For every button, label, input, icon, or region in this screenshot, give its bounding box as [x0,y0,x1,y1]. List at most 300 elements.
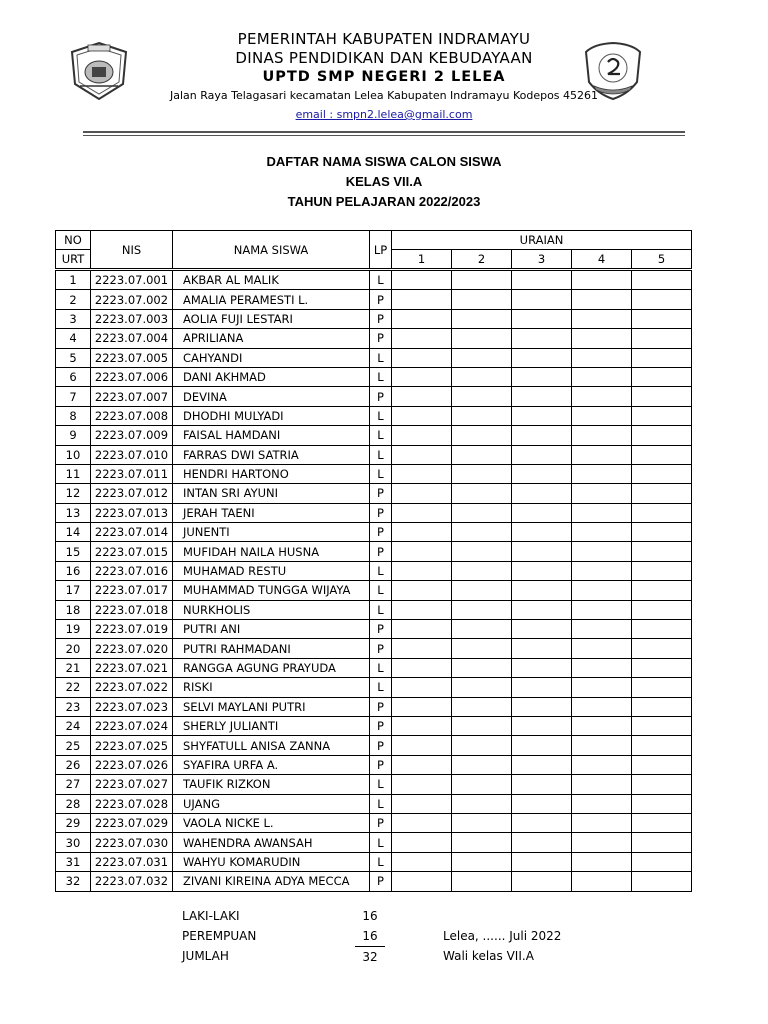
cell-uraian-5 [632,309,692,328]
cell-uraian-2 [452,872,512,891]
cell-no: 24 [56,716,91,735]
cell-uraian-2 [452,445,512,464]
cell-uraian-3 [512,600,572,619]
cell-uraian-4 [572,775,632,794]
cell-nama: HENDRI HARTONO [173,464,370,483]
cell-lp: P [370,620,392,639]
table-row [56,600,692,619]
cell-no: 5 [56,348,91,367]
cell-lp: L [370,426,392,445]
summary-total-label: JUMLAH [182,949,229,963]
cell-nama: SHYFATULL ANISA ZANNA [173,736,370,755]
table-row [56,503,692,522]
cell-uraian-5 [632,581,692,600]
cell-uraian-5 [632,561,692,580]
cell-uraian-4 [572,329,632,348]
cell-uraian-5 [632,697,692,716]
cell-nis: 2223.07.021 [91,658,173,677]
table-row [56,658,692,677]
cell-uraian-2 [452,697,512,716]
cell-uraian-3 [512,406,572,425]
header-urt: URT [56,250,91,270]
header-uraian-4: 4 [572,250,632,270]
cell-nis: 2223.07.014 [91,523,173,542]
cell-lp: L [370,775,392,794]
cell-no: 21 [56,658,91,677]
table-row [56,775,692,794]
cell-uraian-2 [452,503,512,522]
cell-uraian-3 [512,794,572,813]
cell-nama: PUTRI ANI [173,620,370,639]
cell-lp: L [370,794,392,813]
cell-lp: L [370,561,392,580]
cell-uraian-2 [452,794,512,813]
cell-nama: JUNENTI [173,523,370,542]
cell-uraian-4 [572,813,632,832]
cell-uraian-5 [632,329,692,348]
cell-uraian-3 [512,678,572,697]
cell-nama: TAUFIK RIZKON [173,775,370,794]
cell-uraian-2 [452,406,512,425]
cell-no: 1 [56,270,91,290]
cell-uraian-2 [452,600,512,619]
cell-uraian-1 [392,716,452,735]
cell-uraian-3 [512,813,572,832]
cell-uraian-1 [392,464,452,483]
cell-nis: 2223.07.028 [91,794,173,813]
cell-nama: SELVI MAYLANI PUTRI [173,697,370,716]
cell-uraian-5 [632,290,692,309]
table-row [56,678,692,697]
cell-no: 22 [56,678,91,697]
cell-nis: 2223.07.004 [91,329,173,348]
header-uraian-1: 1 [392,250,452,270]
summary-female-label: PEREMPUAN [182,929,257,943]
cell-uraian-4 [572,639,632,658]
table-header-row [56,231,692,250]
cell-nama: UJANG [173,794,370,813]
cell-no: 28 [56,794,91,813]
cell-nis: 2223.07.024 [91,716,173,735]
table-row [56,755,692,774]
cell-no: 9 [56,426,91,445]
cell-nis: 2223.07.013 [91,503,173,522]
cell-lp: P [370,697,392,716]
cell-uraian-1 [392,329,452,348]
cell-uraian-3 [512,426,572,445]
cell-uraian-2 [452,523,512,542]
letterhead [0,30,768,123]
cell-uraian-4 [572,290,632,309]
cell-lp: L [370,678,392,697]
cell-uraian-5 [632,833,692,852]
cell-uraian-3 [512,639,572,658]
cell-nis: 2223.07.003 [91,309,173,328]
cell-uraian-4 [572,678,632,697]
letterhead-divider-thin [83,135,685,136]
cell-no: 32 [56,872,91,891]
cell-uraian-4 [572,387,632,406]
cell-uraian-1 [392,561,452,580]
cell-uraian-2 [452,775,512,794]
cell-nis: 2223.07.031 [91,852,173,871]
cell-nama: DANI AKHMAD [173,367,370,386]
signature-block [443,926,561,966]
cell-no: 20 [56,639,91,658]
cell-lp: P [370,329,392,348]
cell-uraian-5 [632,775,692,794]
cell-uraian-2 [452,658,512,677]
cell-uraian-3 [512,872,572,891]
cell-nama: VAOLA NICKE L. [173,813,370,832]
cell-no: 19 [56,620,91,639]
cell-nis: 2223.07.020 [91,639,173,658]
cell-no: 4 [56,329,91,348]
cell-nama: NURKHOLIS [173,600,370,619]
cell-uraian-2 [452,678,512,697]
cell-no: 25 [56,736,91,755]
cell-lp: P [370,387,392,406]
cell-uraian-1 [392,736,452,755]
table-row [56,639,692,658]
cell-uraian-5 [632,464,692,483]
cell-uraian-3 [512,581,572,600]
cell-nis: 2223.07.027 [91,775,173,794]
cell-uraian-5 [632,445,692,464]
cell-nama: MUHAMAD RESTU [173,561,370,580]
table-row [56,367,692,386]
cell-uraian-2 [452,426,512,445]
table-row [56,581,692,600]
cell-no: 2 [56,290,91,309]
cell-uraian-4 [572,600,632,619]
cell-nama: SHERLY JULIANTI [173,716,370,735]
cell-uraian-5 [632,523,692,542]
cell-uraian-2 [452,755,512,774]
cell-uraian-3 [512,329,572,348]
cell-uraian-1 [392,503,452,522]
cell-uraian-4 [572,852,632,871]
cell-no: 23 [56,697,91,716]
table-row [56,348,692,367]
cell-uraian-3 [512,755,572,774]
cell-uraian-1 [392,813,452,832]
cell-uraian-3 [512,503,572,522]
cell-nis: 2223.07.010 [91,445,173,464]
cell-no: 14 [56,523,91,542]
cell-uraian-4 [572,581,632,600]
cell-uraian-1 [392,484,452,503]
cell-nis: 2223.07.022 [91,678,173,697]
cell-lp: L [370,445,392,464]
signature-place-date: Lelea, ...... Juli 2022 [443,929,562,943]
cell-lp: L [370,270,392,290]
cell-nama: WAHENDRA AWANSAH [173,833,370,852]
cell-lp: P [370,813,392,832]
cell-uraian-3 [512,833,572,852]
cell-uraian-4 [572,716,632,735]
cell-lp: P [370,290,392,309]
cell-uraian-2 [452,348,512,367]
cell-no: 11 [56,464,91,483]
cell-uraian-4 [572,561,632,580]
cell-lp: P [370,639,392,658]
cell-uraian-3 [512,716,572,735]
table-row [56,542,692,561]
cell-nis: 2223.07.009 [91,426,173,445]
cell-uraian-5 [632,852,692,871]
cell-uraian-4 [572,464,632,483]
cell-nama: RANGGA AGUNG PRAYUDA [173,658,370,677]
cell-lp: P [370,716,392,735]
cell-uraian-3 [512,697,572,716]
cell-nama: FARRAS DWI SATRIA [173,445,370,464]
cell-uraian-5 [632,678,692,697]
cell-uraian-2 [452,290,512,309]
cell-no: 13 [56,503,91,522]
cell-uraian-1 [392,387,452,406]
cell-uraian-1 [392,620,452,639]
cell-uraian-4 [572,755,632,774]
cell-uraian-1 [392,309,452,328]
cell-uraian-1 [392,639,452,658]
title-line-1: DAFTAR NAMA SISWA CALON SISWA [266,154,502,169]
cell-nis: 2223.07.030 [91,833,173,852]
table-body [56,270,692,892]
table-row [56,406,692,425]
cell-uraian-4 [572,484,632,503]
cell-no: 6 [56,367,91,386]
cell-uraian-4 [572,445,632,464]
cell-uraian-3 [512,542,572,561]
header-nis: NIS [91,231,173,270]
cell-uraian-4 [572,542,632,561]
cell-nama: DHODHI MULYADI [173,406,370,425]
cell-nis: 2223.07.025 [91,736,173,755]
cell-uraian-3 [512,445,572,464]
header-nama: NAMA SISWA [173,231,370,270]
cell-uraian-2 [452,716,512,735]
title-line-3: TAHUN PELAJARAN 2022/2023 [287,194,481,209]
cell-lp: P [370,484,392,503]
cell-nama: INTAN SRI AYUNI [173,484,370,503]
header-uraian-2: 2 [452,250,512,270]
table-row [56,852,692,871]
summary-total-value: 32 [362,950,378,964]
cell-uraian-1 [392,852,452,871]
cell-uraian-5 [632,426,692,445]
cell-uraian-1 [392,348,452,367]
cell-lp: P [370,736,392,755]
cell-uraian-5 [632,406,692,425]
cell-uraian-1 [392,581,452,600]
cell-no: 15 [56,542,91,561]
cell-no: 31 [56,852,91,871]
cell-nama: MUHAMMAD TUNGGA WIJAYA [173,581,370,600]
cell-uraian-3 [512,290,572,309]
cell-uraian-2 [452,581,512,600]
table-row [56,484,692,503]
cell-uraian-3 [512,464,572,483]
cell-nis: 2223.07.005 [91,348,173,367]
cell-uraian-2 [452,813,512,832]
cell-uraian-1 [392,445,452,464]
cell-no: 8 [56,406,91,425]
cell-uraian-1 [392,794,452,813]
cell-no: 30 [56,833,91,852]
cell-uraian-4 [572,523,632,542]
cell-nama: FAISAL HAMDANI [173,426,370,445]
cell-uraian-4 [572,309,632,328]
summary-male-value: 16 [362,909,378,923]
cell-lp: P [370,542,392,561]
letterhead-divider [83,131,685,133]
table-row [56,426,692,445]
cell-uraian-4 [572,736,632,755]
header-lp: LP [370,231,392,270]
cell-uraian-4 [572,426,632,445]
cell-nis: 2223.07.016 [91,561,173,580]
table-row [56,697,692,716]
cell-uraian-5 [632,620,692,639]
cell-uraian-2 [452,852,512,871]
cell-no: 7 [56,387,91,406]
cell-uraian-5 [632,270,692,290]
letterhead-department: DINAS PENDIDIKAN DAN KEBUDAYAAN [235,49,533,67]
table-row [56,445,692,464]
cell-uraian-2 [452,387,512,406]
cell-uraian-2 [452,309,512,328]
cell-uraian-3 [512,658,572,677]
cell-nis: 2223.07.017 [91,581,173,600]
cell-uraian-2 [452,367,512,386]
cell-uraian-5 [632,542,692,561]
cell-uraian-1 [392,367,452,386]
cell-nis: 2223.07.012 [91,484,173,503]
cell-uraian-5 [632,387,692,406]
cell-uraian-4 [572,406,632,425]
table-row [56,309,692,328]
cell-uraian-2 [452,561,512,580]
table-row [56,270,692,290]
cell-uraian-4 [572,367,632,386]
cell-uraian-2 [452,484,512,503]
cell-uraian-3 [512,561,572,580]
letterhead-address: Jalan Raya Telagasari kecamatan Lelea Kabupaten Indramayu Kodepos 45261 [169,89,599,102]
table-row [56,387,692,406]
cell-uraian-3 [512,367,572,386]
header-uraian: URAIAN [392,231,692,250]
cell-no: 18 [56,600,91,619]
cell-uraian-5 [632,503,692,522]
table-row [56,833,692,852]
cell-lp: L [370,581,392,600]
table-row [56,464,692,483]
cell-uraian-3 [512,348,572,367]
cell-nama: AOLIA FUJI LESTARI [173,309,370,328]
cell-uraian-5 [632,716,692,735]
cell-uraian-1 [392,755,452,774]
cell-uraian-5 [632,755,692,774]
cell-nama: PUTRI RAHMADANI [173,639,370,658]
cell-uraian-4 [572,348,632,367]
cell-uraian-3 [512,484,572,503]
cell-nama: SYAFIRA URFA A. [173,755,370,774]
cell-uraian-4 [572,270,632,290]
cell-nama: MUFIDAH NAILA HUSNA [173,542,370,561]
cell-uraian-5 [632,813,692,832]
cell-uraian-2 [452,620,512,639]
cell-nis: 2223.07.007 [91,387,173,406]
cell-nama: ZIVANI KIREINA ADYA MECCA [173,872,370,891]
cell-uraian-1 [392,406,452,425]
cell-uraian-4 [572,658,632,677]
cell-uraian-4 [572,697,632,716]
cell-lp: P [370,755,392,774]
cell-uraian-3 [512,620,572,639]
cell-no: 27 [56,775,91,794]
table-row [56,329,692,348]
title-line-2: KELAS VII.A [345,174,423,189]
cell-uraian-5 [632,736,692,755]
table-row [56,736,692,755]
cell-nis: 2223.07.008 [91,406,173,425]
cell-nis: 2223.07.001 [91,270,173,290]
cell-nama: WAHYU KOMARUDIN [173,852,370,871]
table-row [56,872,692,891]
cell-nama: RISKI [173,678,370,697]
header-no: NO [56,231,91,250]
cell-uraian-1 [392,290,452,309]
student-roster-table [55,230,692,892]
cell-no: 29 [56,813,91,832]
letterhead-email-link[interactable]: email : smpn2.lelea@gmail.com [295,108,473,121]
cell-nis: 2223.07.015 [91,542,173,561]
cell-uraian-3 [512,270,572,290]
cell-uraian-1 [392,775,452,794]
cell-uraian-3 [512,309,572,328]
cell-no: 10 [56,445,91,464]
summary-female-value: 16 [355,926,385,947]
cell-uraian-5 [632,484,692,503]
cell-uraian-5 [632,600,692,619]
summary-labels [182,906,256,966]
table-row [56,290,692,309]
cell-uraian-3 [512,736,572,755]
cell-uraian-3 [512,775,572,794]
cell-uraian-1 [392,426,452,445]
cell-uraian-1 [392,678,452,697]
cell-lp: L [370,367,392,386]
cell-nama: CAHYANDI [173,348,370,367]
letterhead-government: PEMERINTAH KABUPATEN INDRAMAYU [237,30,531,48]
cell-uraian-4 [572,794,632,813]
cell-uraian-2 [452,736,512,755]
cell-lp: P [370,523,392,542]
cell-lp: L [370,464,392,483]
table-row [56,561,692,580]
summary-values [355,906,385,967]
table-row [56,523,692,542]
cell-uraian-5 [632,794,692,813]
letterhead-school: UPTD SMP NEGERI 2 LELEA [262,69,506,85]
cell-uraian-4 [572,620,632,639]
cell-uraian-5 [632,872,692,891]
cell-lp: P [370,503,392,522]
cell-nis: 2223.07.029 [91,813,173,832]
cell-lp: L [370,852,392,871]
cell-uraian-2 [452,464,512,483]
